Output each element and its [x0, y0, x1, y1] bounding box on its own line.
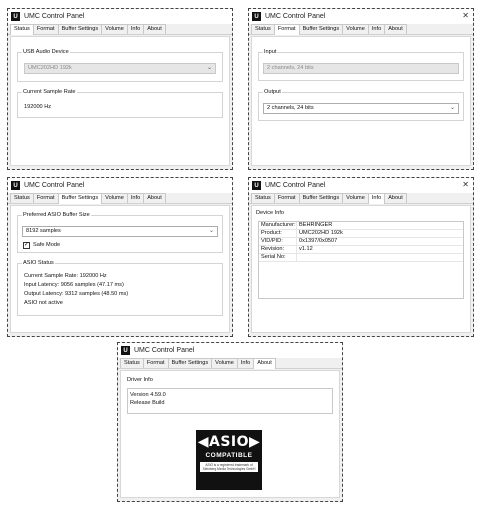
- window-title: UMC Control Panel: [24, 182, 85, 189]
- sample-rate-group: [17, 89, 223, 118]
- app-icon: U: [11, 12, 20, 21]
- window-buffer-settings: [7, 177, 233, 337]
- input-label: Input: [264, 49, 277, 55]
- tab-volume[interactable]: Volume: [101, 24, 128, 34]
- close-icon[interactable]: ✕: [462, 11, 469, 20]
- tab-volume[interactable]: Volume: [211, 358, 238, 368]
- app-icon: U: [11, 181, 20, 190]
- window-info: [248, 177, 474, 337]
- input-group: [258, 49, 464, 81]
- tab-format[interactable]: Format: [33, 193, 59, 203]
- app-icon: U: [121, 346, 130, 355]
- tab-buffer-settings[interactable]: Buffer Settings: [299, 193, 344, 203]
- about-panel: [120, 370, 340, 498]
- app-icon: U: [252, 181, 261, 190]
- output-group: [258, 89, 464, 121]
- asio-wordmark: ◀ASIO▶: [197, 434, 261, 450]
- tab-info[interactable]: Info: [368, 193, 385, 204]
- sample-rate-label: Current Sample Rate: [23, 89, 76, 95]
- window-format: [248, 8, 474, 170]
- status-panel: [10, 36, 230, 166]
- app-icon: U: [252, 12, 261, 21]
- window-about: [117, 342, 343, 502]
- buffer-size-value: 8192 samples: [26, 228, 61, 234]
- device-info-table: [258, 221, 464, 299]
- tab-status[interactable]: Status: [251, 24, 275, 34]
- chevron-down-icon: ⌄: [449, 105, 455, 111]
- tab-info[interactable]: Info: [237, 358, 254, 368]
- tab-status[interactable]: Status: [251, 193, 275, 203]
- tab-about[interactable]: About: [143, 24, 166, 34]
- tab-info[interactable]: Info: [127, 193, 144, 203]
- current-sample-rate: Current Sample Rate: 192000 Hz: [24, 273, 107, 279]
- tab-volume[interactable]: Volume: [342, 193, 369, 203]
- driver-version: Version 4.59.0: [130, 392, 166, 398]
- tab-volume[interactable]: Volume: [342, 24, 369, 34]
- tab-bar: [249, 24, 473, 35]
- asio-compatible-text: COMPATIBLE: [205, 452, 253, 459]
- output-format-select[interactable]: [263, 103, 459, 114]
- output-format-value: 2 channels, 24 bits: [267, 105, 314, 111]
- title-bar[interactable]: [249, 9, 473, 24]
- device-info-label: Device Info: [256, 210, 284, 216]
- tab-format[interactable]: Format: [274, 24, 300, 35]
- table-row: Product: UMC202HD 192k: [259, 230, 463, 238]
- title-bar[interactable]: [249, 178, 473, 193]
- sample-rate-value: 192000 Hz: [24, 104, 52, 110]
- buffer-size-select[interactable]: [22, 226, 218, 237]
- window-title: UMC Control Panel: [265, 13, 326, 20]
- tab-buffer-settings[interactable]: Buffer Settings: [58, 193, 103, 204]
- window-title: UMC Control Panel: [134, 347, 195, 354]
- input-format-value: 2 channels, 24 bits: [267, 65, 314, 71]
- input-format-select[interactable]: [263, 63, 459, 74]
- tab-about[interactable]: About: [384, 24, 407, 34]
- buffer-size-group: [17, 212, 223, 253]
- window-title: UMC Control Panel: [24, 13, 85, 20]
- asio-status-group: [17, 260, 223, 316]
- asio-status-label: ASIO Status: [23, 260, 54, 266]
- tab-bar: [249, 193, 473, 204]
- driver-build: Release Build: [130, 400, 165, 406]
- output-latency: Output Latency: 9312 samples (48.50 ms): [24, 291, 129, 297]
- buffer-size-label: Preferred ASIO Buffer Size: [23, 212, 90, 218]
- title-bar[interactable]: [8, 9, 232, 24]
- input-latency: Input Latency: 9056 samples (47.17 ms): [24, 282, 124, 288]
- tab-format[interactable]: Format: [33, 24, 59, 34]
- tab-about[interactable]: About: [143, 193, 166, 203]
- tab-bar: [8, 193, 232, 204]
- title-bar[interactable]: [8, 178, 232, 193]
- window-title: UMC Control Panel: [265, 182, 326, 189]
- tab-info[interactable]: Info: [368, 24, 385, 34]
- driver-info-box: [127, 388, 333, 414]
- asio-state: ASIO not active: [24, 300, 63, 306]
- tab-format[interactable]: Format: [274, 193, 300, 203]
- safe-mode-label: Safe Mode: [33, 242, 61, 248]
- window-status: [7, 8, 233, 170]
- table-row: VID/PID: 0x1397/0x0507: [259, 238, 463, 246]
- device-select[interactable]: [24, 63, 216, 74]
- tab-volume[interactable]: Volume: [101, 193, 128, 203]
- device-select-value: UMC202HD 192k: [28, 65, 72, 71]
- tab-status[interactable]: Status: [10, 24, 34, 35]
- table-row: Serial No:: [259, 254, 463, 262]
- buffer-panel: [10, 205, 230, 333]
- tab-buffer-settings[interactable]: Buffer Settings: [58, 24, 103, 34]
- tab-buffer-settings[interactable]: Buffer Settings: [168, 358, 213, 368]
- usb-device-group: [17, 49, 223, 82]
- tab-status[interactable]: Status: [120, 358, 144, 368]
- tab-status[interactable]: Status: [10, 193, 34, 203]
- safe-mode-checkbox[interactable]: ✓: [24, 242, 30, 248]
- tab-format[interactable]: Format: [143, 358, 169, 368]
- table-row: Manufacturer: BEHRINGER: [259, 222, 463, 230]
- output-label: Output: [264, 89, 281, 95]
- tab-about[interactable]: About: [253, 358, 276, 369]
- chevron-down-icon: ⌄: [206, 65, 212, 71]
- asio-trademark-note: ASIO is a registered trademark of Steinberg Media Technologies GmbH: [200, 462, 258, 472]
- title-bar[interactable]: [118, 343, 342, 358]
- tab-bar: [8, 24, 232, 35]
- tab-about[interactable]: About: [384, 193, 407, 203]
- tab-bar: [118, 358, 342, 369]
- asio-compatible-logo: [196, 430, 262, 490]
- driver-info-label: Driver Info: [127, 377, 153, 383]
- usb-device-label: USB Audio Device: [23, 49, 69, 55]
- info-panel: [251, 205, 471, 333]
- tab-info[interactable]: Info: [127, 24, 144, 34]
- table-row: Revision: v1.12: [259, 246, 463, 254]
- close-icon[interactable]: ✕: [462, 180, 469, 189]
- format-panel: [251, 36, 471, 166]
- tab-buffer-settings[interactable]: Buffer Settings: [299, 24, 344, 34]
- chevron-down-icon: ⌄: [208, 228, 214, 234]
